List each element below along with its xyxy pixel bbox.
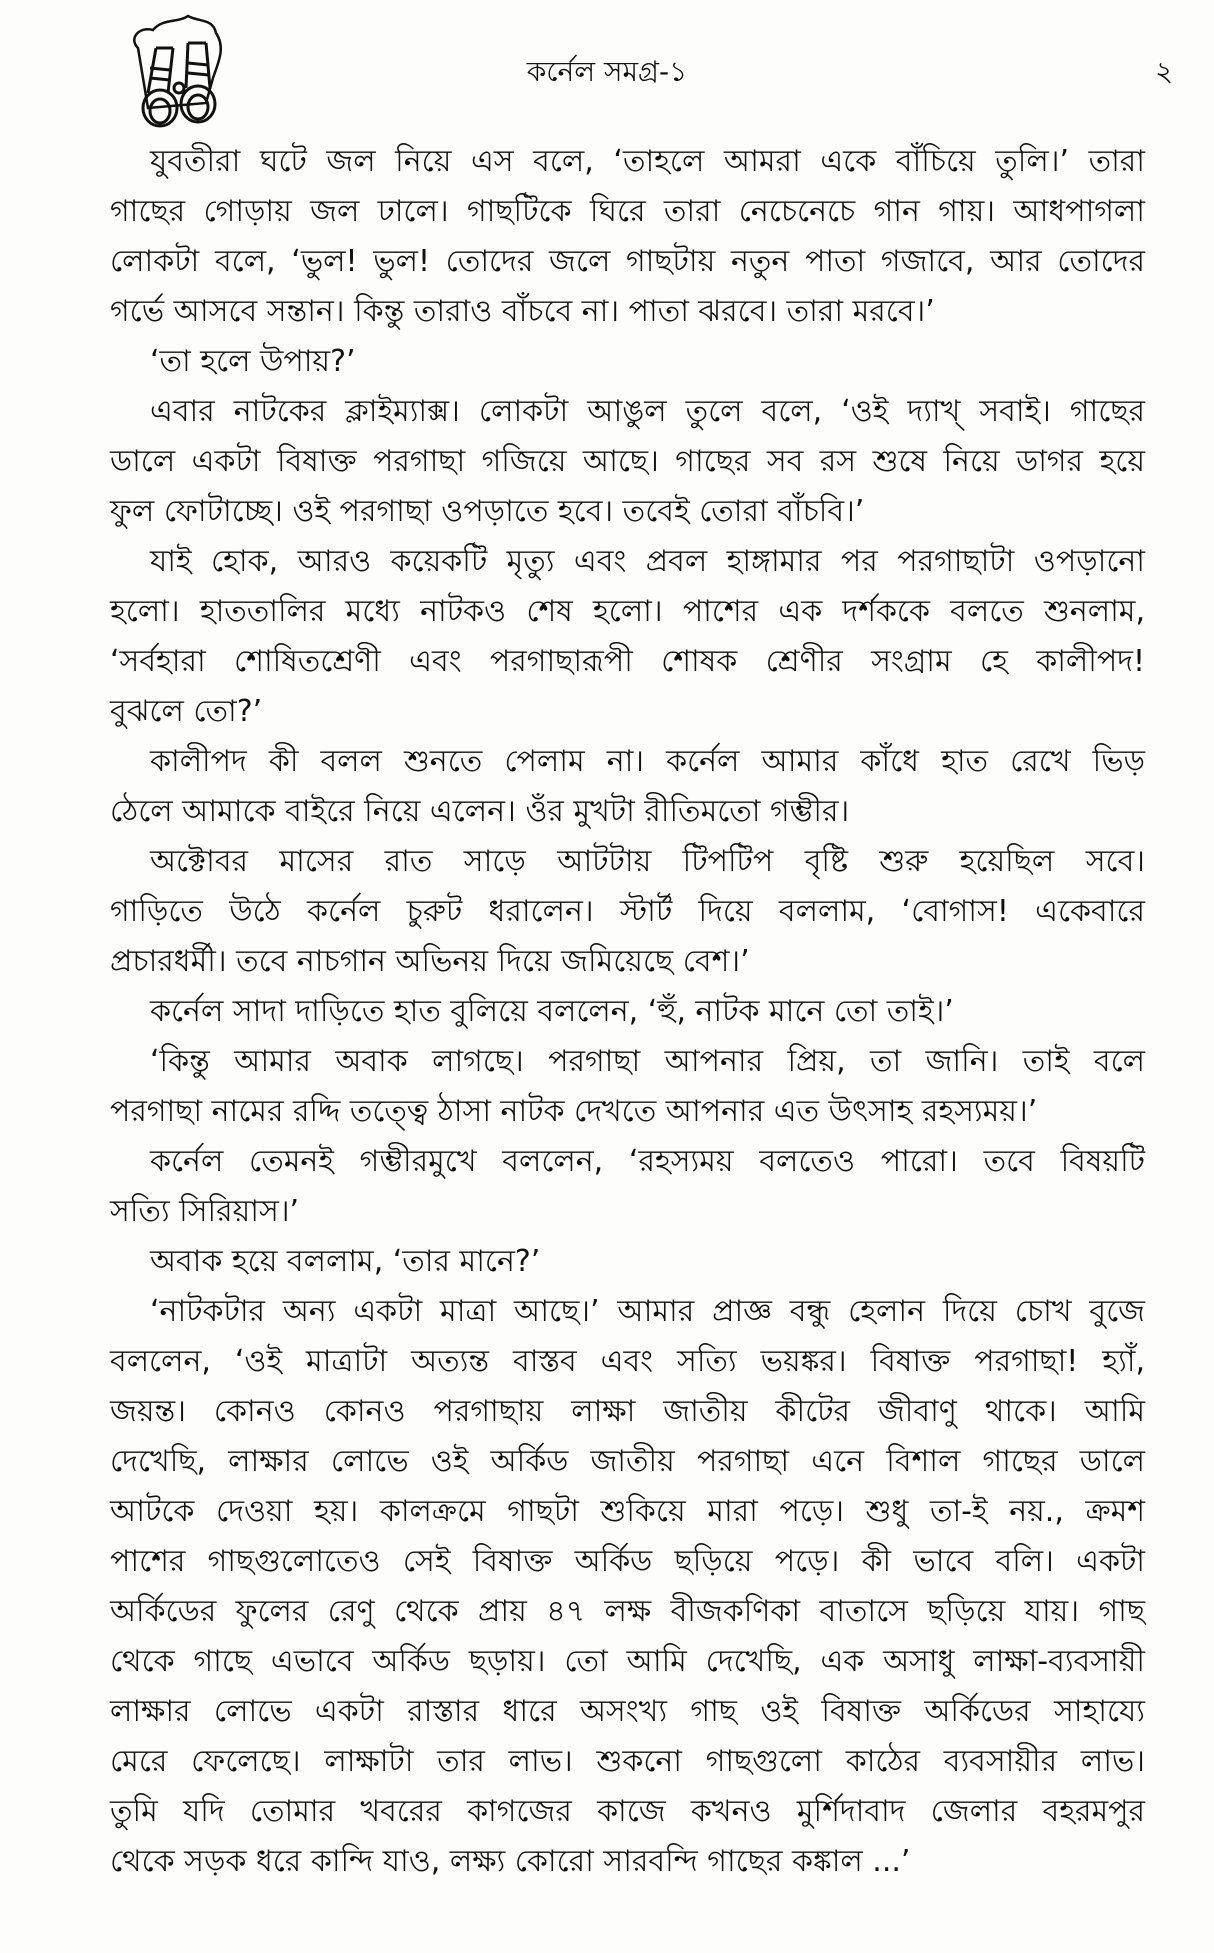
text-line: অর্কিডের ফুলের রেণু থেকে প্রায় ৪৭ লক্ষ বীজকণিকা বাতাসে ছড়িয়ে যায়। গাছ: [110, 1594, 1145, 1629]
text-line: বললেন, ‘ওই মাত্রাটা অত্যন্ত বাস্তব এবং সত্যি ভয়ঙ্কর। বিষাক্ত পরগাছা! হ্যাঁ,: [110, 1344, 1145, 1379]
text-line: থেকে সড়ক ধরে কান্দি যাও, লক্ষ্য কোরো সারবন্দি গাছের কঙ্কাল ...’: [110, 1844, 911, 1879]
body-text: [110, 137, 1145, 1887]
text-line: অক্টোবর মাসের রাত সাড়ে আটটায় টিপটিপ বৃষ্টি শুরু হয়েছিল সবে।: [150, 844, 1145, 879]
text-line: থেকে গাছে এভাবে অর্কিড ছড়ায়। তো আমি দেখেছি, এক অসাধু লাক্ষা-ব্যবসায়ী: [110, 1644, 1145, 1679]
text-line: হলো। হাততালির মধ্যে নাটকও শেষ হলো। পাশের এক দর্শককে বলতে শুনলাম,: [110, 594, 1145, 629]
text-line: তুমি যদি তোমার খবরের কাগজের কাজে কখনও মুর্শিদাবাদ জেলার বহরমপুর: [110, 1794, 1145, 1829]
text-line: যুবতীরা ঘটে জল নিয়ে এস বলে, ‘তাহলে আমরা একে বাঁচিয়ে তুলি।’ তারা: [150, 144, 1145, 179]
paragraph: [110, 1137, 1145, 1237]
text-line: লাক্ষার লোভে একটা রাস্তার ধারে অসংখ্য গাছ ওই বিষাক্ত অর্কিডের সাহায্যে: [110, 1694, 1145, 1729]
text-line: গাছের গোড়ায় জল ঢালে। গাছটিকে ঘিরে তারা নেচেনেচে গান গায়। আধপাগলা: [110, 194, 1145, 229]
text-line: গাড়িতে উঠে কর্নেল চুরুট ধরালেন। স্টার্ট দিয়ে বললাম, ‘বোগাস! একেবারে: [110, 894, 1145, 929]
text-line: দেখেছি, লাক্ষার লোভে ওই অর্কিড জাতীয় পরগাছা এনে বিশাল গাছের ডালে: [110, 1444, 1145, 1479]
text-line: সত্যি সিরিয়াস।’: [110, 1194, 300, 1229]
running-title: কর্নেল সমগ্র-১: [526, 55, 688, 88]
text-line: ‘কিন্তু আমার অবাক লাগছে। পরগাছা আপনার প্রিয়, তা জানি। তাই বলে: [150, 1044, 1145, 1079]
text-line: এবার নাটকের ক্লাইম্যাক্স। লোকটা আঙুল তুলে বলে, ‘ওই দ্যাখ্ সবাই। গাছের: [150, 394, 1145, 429]
paragraph: [110, 737, 1145, 837]
paragraph: [110, 1037, 1145, 1137]
text-line: জয়ন্ত। কোনও কোনও পরগাছায় লাক্ষা জাতীয় কীটের জীবাণু থাকে। আমি: [110, 1394, 1145, 1429]
paragraph: [110, 837, 1145, 987]
paragraph: [110, 137, 1145, 337]
text-line: ফুল ফোটাচ্ছে। ওই পরগাছা ওপড়াতে হবে। তবেই তোরা বাঁচবি।’: [110, 494, 865, 529]
paragraph: [110, 537, 1145, 737]
paragraph: [110, 387, 1145, 537]
paragraph: [110, 1287, 1145, 1887]
text-line: ‘নাটকটার অন্য একটা মাত্রা আছে।’ আমার প্রাজ্ঞ বন্ধু হেলান দিয়ে চোখ বুজে: [150, 1294, 1145, 1329]
page-number: ২: [1155, 55, 1174, 88]
text-line: মেরে ফেলেছে। লাক্ষাটা তার লাভ। শুকনো গাছগুলো কাঠের ব্যবসায়ীর লাভ।: [110, 1744, 1145, 1779]
paragraph: [110, 987, 1145, 1037]
text-line: ‘সর্বহারা শোষিতশ্রেণী এবং পরগাছারূপী শোষক শ্রেণীর সংগ্রাম হে কালীপদ!: [110, 644, 1145, 679]
text-line: আটকে দেওয়া হয়। কালক্রমে গাছটা শুকিয়ে মারা পড়ে। শুধু তা-ই নয়., ক্রমশ: [110, 1494, 1145, 1529]
text-line: বুঝলে তো?’: [110, 694, 263, 729]
text-line: গর্ভে আসবে সন্তান। কিন্তু তারাও বাঁচবে না। পাতা ঝরবে। তারা মরবে।’: [110, 294, 935, 329]
paragraph: [110, 337, 1145, 387]
text-line: যাই হোক, আরও কয়েকটি মৃত্যু এবং প্রবল হাঙ্গামার পর পরগাছাটা ওপড়ানো: [150, 544, 1145, 579]
text-line: অবাক হয়ে বললাম, ‘তার মানে?’: [150, 1244, 541, 1279]
paragraph: [110, 1237, 1145, 1287]
text-line: লোকটা বলে, ‘ভুল! ভুল! তোদের জলে গাছটায় নতুন পাতা গজাবে, আর তোদের: [110, 244, 1145, 279]
text-line: প্রচারধর্মী। তবে নাচগান অভিনয় দিয়ে জমিয়েছে বেশ।’: [110, 944, 750, 979]
text-line: কর্নেল তেমনই গম্ভীরমুখে বললেন, ‘রহস্যময় বলতেও পারো। তবে বিষয়টি: [150, 1144, 1145, 1179]
text-line: পরগাছা নামের রদ্দি তত্ত্বে ঠাসা নাটক দেখতে আপনার এত উৎসাহ রহস্যময়।’: [110, 1094, 1038, 1129]
text-line: পাশের গাছগুলোতেও সেই বিষাক্ত অর্কিড ছড়িয়ে পড়ে। কী ভাবে বলি। একটা: [110, 1544, 1145, 1579]
text-line: কর্নেল সাদা দাড়িতে হাত বুলিয়ে বললেন, ‘হুঁ, নাটক মানে তো তাই।’: [150, 994, 954, 1029]
text-line: ডালে একটা বিষাক্ত পরগাছা গজিয়ে আছে। গাছের সব রস শুষে নিয়ে ডাগর হয়ে: [110, 444, 1145, 479]
text-line: ‘তা হলে উপায়?’: [150, 344, 356, 379]
text-line: ঠেলে আমাকে বাইরে নিয়ে এলেন। ওঁর মুখটা রীতিমতো গম্ভীর।: [110, 794, 850, 829]
text-line: কালীপদ কী বলল শুনতে পেলাম না। কর্নেল আমার কাঁধে হাত রেখে ভিড়: [150, 744, 1145, 779]
